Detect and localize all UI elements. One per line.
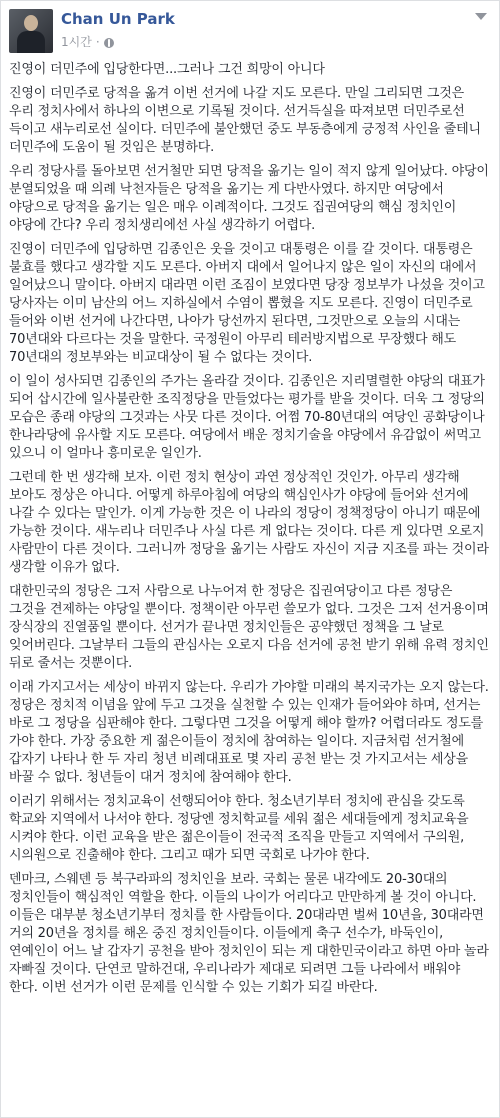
avatar-head [24, 15, 38, 31]
chevron-down-icon[interactable] [475, 13, 487, 20]
post-paragraph: 이 일이 성사되면 김종인의 주가는 올라갈 것이다. 김종인은 지리멸렬한 야당의 대표가 되어 삽시간에 일사불란한 조직정당을 만들었다는 평가를 받을 것이다. 더욱 그 정당의 모습은 종래 야당의 그것과는 사뭇 다른 것이다. 어쩜 70-80년대의 여당인 공화당이나 한나라당에 유사할 지도 모른다. 여당에서 배운 정치기술을 야당에서 유감없이 써먹고 있으니 이 얼마나 흥미로운 일인가. [9, 374, 485, 461]
author-name[interactable]: Chan Un Park [61, 10, 175, 28]
post-timestamp[interactable]: 1시간 [61, 35, 92, 49]
globe-icon[interactable] [104, 38, 114, 48]
post-meta [61, 33, 114, 50]
post-paragraph: 우리 정당사를 돌아보면 선거철만 되면 당적을 옮기는 일이 적지 않게 일어났다. 야당이 분열되었을 때 의례 낙천자들은 당적을 옮기는 게 다반사였다. 하지만 여당에서 야당으로 당적을 옮기는 일은 매우 이례적이다. 그것도 집권여당의 핵심 정치인이 야당에 간다? 우리 정치생리에선 사실 생각하기 어렵다. [9, 164, 489, 233]
post-title: 진영이 더민주에 입당한다면...그러나 그건 희망이 아니다 [9, 62, 325, 77]
post-paragraph: 덴마크, 스웨덴 등 북구라파의 정치인을 보라. 국회는 물론 내각에도 20-30대의 정치인들이 핵심적인 역할을 한다. 이들의 나이가 어리다고 만만하게 볼 것이 아니다. 이들은 대부분 청소년기부터 정치를 한 사람들이다. 20대라면 벌써 10년을, 30대라면 거의 20년을 정치를 해온 중진 정치인들이다. 이들에게 축구 선수가, 바둑인이, 연예인이 어느 날 갑자기 공천을 받아 정치인이 되는 게 대한민국이라고 하면 아마 놀라 자빠질 것이다. 단연코 말하건대, 우리나라가 제대로 되려면 그들 나라에서 배워야 한다. 이번 선거가 이런 문제를 인식할 수 있는 기회가 되길 바란다. [9, 872, 489, 995]
avatar[interactable] [9, 9, 53, 53]
post-content [9, 61, 491, 1003]
post-paragraph: 그런데 한 번 생각해 보자. 이런 정치 현상이 과연 정상적인 것인가. 아무리 생각해 보아도 정상은 아니다. 어떻게 하루아침에 여당의 핵심인사가 야당에 들어와 선거에 나갈 수 있다는 말인가. 이게 가능한 것은 이 나라의 정당이 정책정당이 아니기 때문에 가능한 것이다. 새누리나 더민주나 사실 다른 게 없다는 것이다. 다른 게 있다면 오로지 사람만이 다른 것이다. 그러니까 정당을 옮기는 사람도 자신이 지금 지조를 파는 것이라 생각할 이유가 없다. [9, 470, 489, 575]
post-paragraph: 대한민국의 정당은 그저 사람으로 나누어져 한 정당은 집권여당이고 다른 정당은 그것을 견제하는 야당일 뿐이다. 정책이란 아무런 쓸모가 없다. 그것은 그저 선거용이며 장식장의 진열품일 뿐이다. 선거가 끝나면 정치인들은 공약했던 정책을 그 날로 잊어버린다. 그날부터 그들의 관심사는 오로지 다음 선거에 공천 받기 위해 유력 정치인 뒤로 줄서는 것뿐이다. [9, 584, 489, 671]
post-paragraph: 진영이 더민주에 입당하면 김종인은 웃을 것이고 대통령은 이를 갈 것이다. 대통령은 불효를 했다고 생각할 지도 모른다. 아버지 대에서 일어나지 않은 일이 자신의 대에서 일어났으니 말이다. 아버지 대라면 이런 조짐이 보였다면 당장 정보부가 나섰을 것이고 당사자는 이미 남산의 어느 지하실에서 수염이 뽑혔을 지도 모른다. 진영이 더민주로 들어와 이번 선거에 나간다면, 나아가 당선까지 된다면, 그것만으로 오늘의 시대는 70년대와 다르다는 것을 말한다. 국정원이 아무리 테러방지법으로 무장했다 해도 70년대의 정보부와는 비교대상이 될 수 없다는 것이다. [9, 242, 485, 365]
post-paragraph: 이래 가지고서는 세상이 바뀌지 않는다. 우리가 가야할 미래의 복지국가는 오지 않는다. 정당은 정치적 이념을 앞에 두고 그것을 실천할 수 있는 인재가 들어와야 하며, 선거는 바로 그 정당을 심판해야 한다. 그렇다면 그것을 어떻게 해야 할까? 어렵더라도 정도를 가야 한다. 가장 중요한 게 젊은이들이 정치에 참여하는 일이다. 지금처럼 선거철에 갑자기 나타나 한 두 자리 청년 비례대표로 몇 자리 공천 받는 것 가지고서는 세상을 바꿀 수 없다. 청년들이 대거 정치에 참여해야 한다. [9, 680, 489, 785]
separator: · [95, 34, 100, 49]
post-header [9, 9, 489, 53]
post-paragraph: 진영이 더민주로 당적을 옮겨 이번 선거에 나갈 지도 모른다. 만일 그리되면 그것은 우리 정치사에서 하나의 이변으로 기록될 것이다. 선거득실을 따져보면 더민주로선 득이고 새누리로선 실이다. 더민주에 불안했던 중도 부동층에게 긍정적 사인을 줄테니 더민주에 도움이 될 것임은 분명하다. [9, 86, 481, 155]
post-paragraph: 이러기 위해서는 정치교육이 선행되어야 한다. 청소년기부터 정치에 관심을 갖도록 학교와 지역에서 나서야 한다. 정당엔 정치학교를 세워 젊은 세대들에게 정치교육을 시켜야 한다. 이런 교육을 받은 젊은이들이 전국적 조직을 만들고 지역에서 구의원, 시의원으로 진출해야 한다. 그리고 때가 되면 국회로 나가야 한다. [9, 794, 469, 863]
avatar-body [17, 31, 45, 53]
